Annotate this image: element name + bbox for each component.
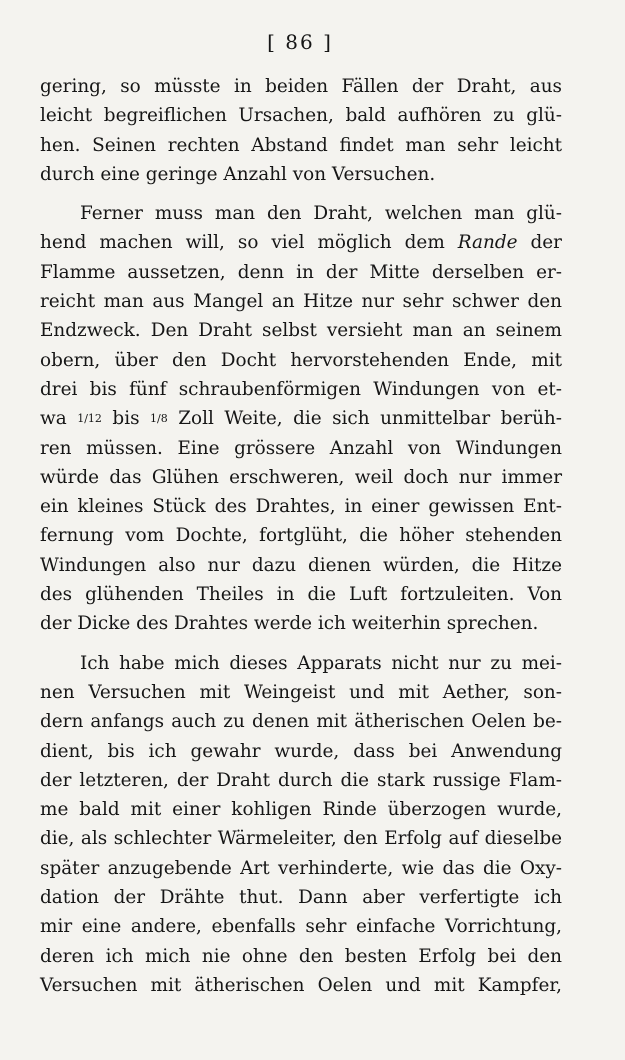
text-line: durch eine geringe Anzahl von Versuchen. — [40, 163, 436, 185]
text-line: reicht man aus Mangel an Hitze nur sehr schwer den — [40, 291, 562, 313]
page-text — [40, 72, 562, 1000]
text-line: mir eine andere, ebenfalls sehr einfache Vorrichtung, — [40, 916, 562, 938]
text-line: Ich habe mich dieses Apparats nicht nur zu mei- — [80, 652, 562, 674]
text-line: drei bis fünf schraubenförmigen Windungen von et- — [40, 378, 562, 400]
text-line: der Dicke des Drahtes werde ich weiterhin sprechen. — [40, 613, 539, 635]
text-line: me bald mit einer kohligen Rinde überzogen wurde, — [40, 799, 562, 821]
text-line: der letzteren, der Draht durch die stark russige Flam- — [40, 769, 562, 791]
paragraph-3 — [40, 649, 562, 1001]
text-line: dation der Drähte thut. Dann aber verfertigte ich — [40, 887, 562, 909]
text-line: deren ich mich nie ohne den besten Erfolg bei den — [40, 945, 562, 967]
text-line: des glühenden Theiles in die Luft fortzuleiten. Von — [40, 584, 562, 606]
text-line-with-emphasis — [40, 228, 562, 257]
text-fragment: wa — [40, 408, 67, 430]
emphasis-word: Rande — [457, 232, 518, 254]
text-line: Ferner muss man den Draht, welchen man glü- — [80, 203, 562, 225]
text-line: später anzugebende Art verhinderte, wie das die Oxy- — [40, 857, 562, 879]
text-line: würde das Glühen erschweren, weil doch nur immer — [40, 466, 562, 488]
text-line: ren müssen. Eine grössere Anzahl von Windungen — [40, 437, 562, 459]
text-line: Windungen also nur dazu dienen würden, die Hitze — [40, 554, 562, 576]
text-line: dient, bis ich gewahr wurde, dass bei Anwendung — [40, 740, 562, 762]
text-fragment: bis — [112, 408, 140, 430]
text-line: Endzweck. Den Draht selbst versieht man an seinem — [40, 320, 562, 342]
text-line: leicht begreiflichen Ursachen, bald aufhören zu glü- — [40, 105, 562, 127]
text-line: Flamme aussetzen, denn in der Mitte derselben er- — [40, 261, 562, 283]
text-line: ein kleines Stück des Drahtes, in einer gewissen Ent- — [40, 496, 562, 518]
text-line: dern anfangs auch zu denen mit ätherischen Oelen be- — [40, 711, 562, 733]
text-line: fernung vom Dochte, fortglüht, die höher stehenden — [40, 525, 562, 547]
text-line: nen Versuchen mit Weingeist und mit Aether, son- — [40, 681, 562, 703]
text-fragment: hend machen will, so viel möglich dem — [40, 232, 445, 254]
text-fragment: der — [530, 232, 562, 254]
text-line: obern, über den Docht hervorstehenden Ende, mit — [40, 349, 562, 371]
text-line: hen. Seinen rechten Abstand findet man sehr leicht — [40, 134, 562, 156]
text-line: die, als schlechter Wärmeleiter, den Erfolg auf dieselbe — [40, 828, 562, 850]
fraction: 1/8 — [150, 412, 168, 426]
fraction: 1/12 — [77, 412, 102, 426]
text-fragment: Zoll Weite, die sich unmittelbar berüh- — [178, 408, 562, 430]
text-line: gering, so müsste in beiden Fällen der Draht, aus — [40, 76, 562, 97]
text-line-with-fractions — [40, 404, 562, 433]
paragraph-2 — [40, 199, 562, 638]
page-number: [ 86 ] — [267, 30, 333, 54]
paragraph-1 — [40, 72, 562, 189]
text-line: Versuchen mit ätherischen Oelen und mit Kampfer, — [40, 974, 562, 996]
